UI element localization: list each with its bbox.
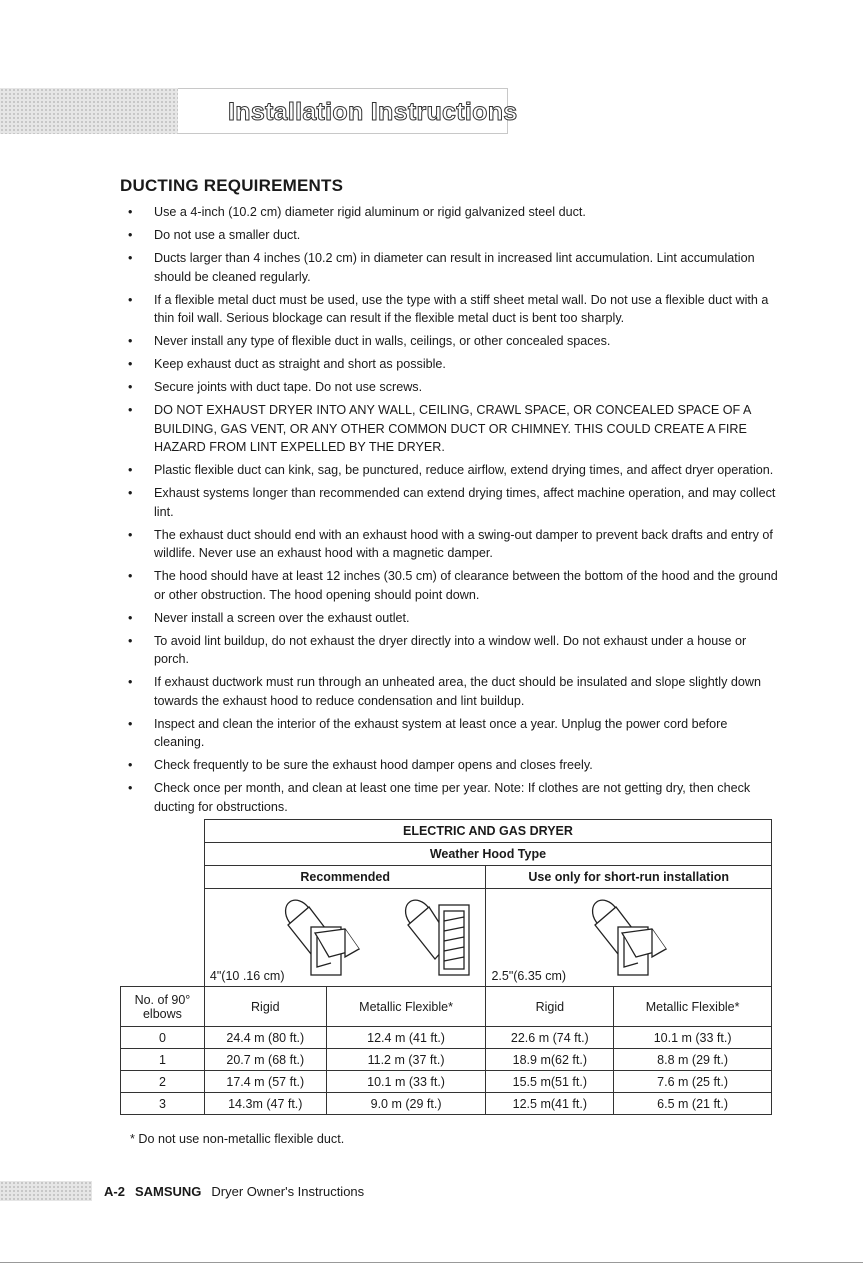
col-header-rigid: Rigid [204, 987, 326, 1027]
brand-name: SAMSUNG [134, 1184, 202, 1199]
footer-decoration [0, 1181, 92, 1201]
col-header-elbows: No. of 90° elbows [121, 987, 205, 1027]
table-cell: 2 [121, 1071, 205, 1093]
table-cell: 1 [121, 1049, 205, 1071]
table-cell: 24.4 m (80 ft.) [204, 1027, 326, 1049]
empty-cell [121, 843, 205, 866]
list-item: • Exhaust systems longer than recommended can extend drying times, affect machine operation, and may collect lint. [128, 486, 776, 519]
table-cell: 14.3m (47 ft.) [204, 1093, 326, 1115]
col-header-flexible: Metallic Flexible* [326, 987, 486, 1027]
bullet-icon: • [128, 251, 133, 265]
bullet-icon: • [128, 357, 133, 371]
bullet-icon: • [128, 403, 133, 417]
list-item: • Never install a screen over the exhaust outlet. [128, 609, 778, 628]
weather-hood-damper-icon [586, 897, 676, 979]
list-item: • Inspect and clean the interior of the exhaust system at least once a year. Unplug the power cord before cleaning. [128, 716, 728, 749]
divider [0, 1262, 863, 1263]
table-title: ELECTRIC AND GAS DRYER [204, 820, 771, 843]
table-row [121, 1093, 772, 1115]
list-item: • If exhaust ductwork must run through an unheated area, the duct should be insulated and slope slightly down towards the exhaust hood to reduce condensation and lint buildup. [128, 675, 761, 708]
bullet-icon: • [128, 716, 133, 731]
empty-cell [121, 866, 205, 889]
bullet-icon: • [128, 675, 133, 689]
table-cell: 15.5 m(51 ft.) [486, 1071, 614, 1093]
table-cell: 9.0 m (29 ft.) [326, 1093, 486, 1115]
bullet-icon: • [128, 380, 133, 394]
table-cell: 17.4 m (57 ft.) [204, 1071, 326, 1093]
table-cell: 12.4 m (41 ft.) [326, 1027, 486, 1049]
list-item: • The hood should have at least 12 inches (30.5 cm) of clearance between the bottom of the hood and the ground or other obstruction. The hood opening should point down. [128, 569, 778, 602]
page-number: A-2 [104, 1184, 125, 1199]
size-label-4in: 4"(10 .16 cm) [209, 969, 285, 983]
footnote: * Do not use non-metallic flexible duct. [130, 1132, 345, 1146]
list-item: • Check frequently to be sure the exhaust hood damper opens and closes freely. [128, 756, 778, 775]
table-cell: 0 [121, 1027, 205, 1049]
table-row [121, 1027, 772, 1049]
bullet-icon: • [128, 334, 133, 348]
list-item: • Check once per month, and clean at least one time per year. Note: If clothes are not getting dry, then check ducting for obstructions. [128, 781, 751, 814]
table-cell: 7.6 m (25 ft.) [614, 1071, 772, 1093]
table-cell: 11.2 m (37 ft.) [326, 1049, 486, 1071]
empty-cell [121, 889, 205, 987]
table-cell: 20.7 m (68 ft.) [204, 1049, 326, 1071]
short-run-header: Use only for short-run installation [486, 866, 772, 889]
table-row [121, 1071, 772, 1093]
table-cell: 6.5 m (21 ft.) [614, 1093, 772, 1115]
bullet-icon: • [128, 205, 133, 219]
list-item: • Ducts larger than 4 inches (10.2 cm) in diameter can result in increased lint accumulation. Lint accumulation should be cleaned regularly. [128, 251, 755, 284]
document-name: Dryer Owner's Instructions [211, 1184, 365, 1199]
empty-cell [121, 820, 205, 843]
bullet-icon: • [128, 781, 133, 795]
recommended-hoods-cell [204, 889, 486, 987]
bullet-icon: • [128, 486, 133, 500]
bullet-icon: • [128, 633, 133, 648]
list-item: • If a flexible metal duct must be used, use the type with a stiff sheet metal wall. Do not use a flexible duct with a thin foil wall. Serious blockage can result if the flexible metal duct is bent too sharply. [128, 292, 769, 325]
list-item: • DO NOT EXHAUST DRYER INTO ANY WALL, CEILING, CRAWL SPACE, OR CONCEALED SPACE OF A BUILDING, GAS VENT, OR ANY OTHER COMMON DUCT OR CHIMNEY. THIS COULD CREATE A FIRE HAZARD FROM LINT EXPELLED BY THE DRYER. [128, 403, 751, 454]
section-title: DUCTING REQUIREMENTS [120, 176, 344, 195]
table-cell: 12.5 m(41 ft.) [486, 1093, 614, 1115]
size-label-2-5in: 2.5"(6.35 cm) [491, 969, 567, 983]
recommended-header: Recommended [204, 866, 486, 889]
duct-length-table [120, 819, 772, 1115]
weather-hood-louver-icon [399, 897, 489, 979]
bullet-icon: • [128, 527, 133, 542]
list-item: • The exhaust duct should end with an exhaust hood with a swing-out damper to prevent back drafts and entry of wildlife. Never use an exhaust hood with a magnetic damper. [128, 527, 773, 560]
list-item: • Secure joints with duct tape. Do not use screws. [128, 378, 778, 397]
table-cell: 10.1 m (33 ft.) [326, 1071, 486, 1093]
bullet-icon: • [128, 292, 133, 307]
requirements-list [128, 203, 778, 821]
list-item: • Plastic flexible duct can kink, sag, be punctured, reduce airflow, extend drying times, and affect dryer operation. [128, 461, 778, 480]
list-item: • To avoid lint buildup, do not exhaust the dryer directly into a window well. Do not exhaust under a house or porch. [128, 633, 747, 666]
weather-hood-damper-icon [279, 897, 369, 979]
page-title: Installation Instructions [228, 98, 518, 126]
bullet-icon: • [128, 569, 133, 583]
table-cell: 8.8 m (29 ft.) [614, 1049, 772, 1071]
col-header-flexible: Metallic Flexible* [614, 987, 772, 1027]
short-run-hood-cell [486, 889, 772, 987]
table-cell: 22.6 m (74 ft.) [486, 1027, 614, 1049]
table-cell: 3 [121, 1093, 205, 1115]
table-row [121, 1049, 772, 1071]
bullet-icon: • [128, 758, 133, 772]
list-item: • Never install any type of flexible duct in walls, ceilings, or other concealed spaces. [128, 332, 778, 351]
table-subtitle: Weather Hood Type [204, 843, 771, 866]
page-footer [104, 1184, 364, 1199]
list-item: • Do not use a smaller duct. [128, 226, 778, 245]
table-cell: 18.9 m(62 ft.) [486, 1049, 614, 1071]
table-cell: 10.1 m (33 ft.) [614, 1027, 772, 1049]
bullet-icon: • [128, 228, 133, 242]
header-decoration [0, 88, 178, 134]
list-item: • Use a 4-inch (10.2 cm) diameter rigid aluminum or rigid galvanized steel duct. [128, 203, 778, 222]
bullet-icon: • [128, 610, 133, 625]
list-item: • Keep exhaust duct as straight and short as possible. [128, 355, 778, 374]
col-header-rigid: Rigid [486, 987, 614, 1027]
bullet-icon: • [128, 463, 133, 477]
